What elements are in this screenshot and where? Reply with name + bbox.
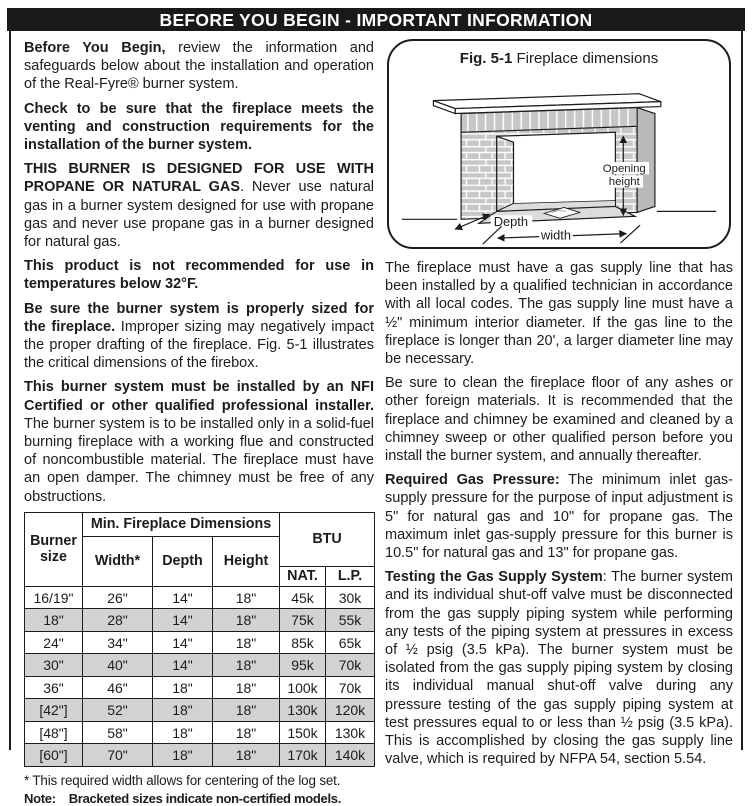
paragraph-lead: Testing the Gas Supply System [385,569,603,586]
cell-height: 18" [213,609,280,632]
cell-lp: 140k [326,744,375,767]
col-header-depth: Depth [153,536,213,586]
table-row [25,586,375,609]
col-header-width: Width* [83,536,153,586]
cell-nat: 170k [280,744,326,767]
fireplace-diagram [394,69,724,247]
cell-nat: 100k [280,676,326,699]
paragraph-text: review the information and safeguards below about the installation and operation of the Real-Fyre® burner system. [24,40,374,93]
table-footnote: * This required width allows for centering of the log set. [24,772,341,788]
paragraph-text: The fireplace must have a gas supply line that has been installed by a qualified technician in accordance with all local codes. The gas supply line must have a ½" minimum interior diameter. If the gas line to the fireplace is longer than 20', a larger diameter line may be necessary. [385,260,733,368]
cell-depth: 18" [153,721,213,744]
cell-width: 28" [83,609,153,632]
paragraph-installer [24,378,374,505]
paragraph-lead: Be sure the burner system is properly sized for the fireplace. [24,300,374,335]
cell-lp: 55k [326,609,375,632]
cell-size: [42"] [25,699,83,722]
table-row [25,744,375,767]
paragraph-lead: This burner system must be installed by an NFI Certified or other qualified professional installer. [24,379,374,414]
cell-height: 18" [213,586,280,609]
table-row [25,699,375,722]
table-row [25,654,375,677]
opening-height-label-line2: height [608,176,640,189]
col-header-height: Height [213,536,280,586]
paragraph-lead: This product is not recommended for use in temperatures below 32°F. [24,258,374,293]
cell-lp: 120k [326,699,375,722]
cell-size: [60"] [25,744,83,767]
figure-title: Fireplace dimensions [512,50,659,67]
figure-5-1 [387,39,731,249]
cell-width: 34" [83,631,153,654]
paragraph-lead: THIS BURNER IS DESIGNED FOR USE WITH PROPANE OR NATURAL GAS [24,161,374,196]
cell-depth: 18" [153,676,213,699]
cell-depth: 14" [153,609,213,632]
cell-width: 46" [83,676,153,699]
paragraph-text: Be sure to clean the fireplace floor of any ashes or other foreign materials. It is recommended that the fireplace and chimney be examined and cleaned by a chimney sweep or other qualified person before you install the burner system, and annually thereafter. [385,375,733,465]
figure-number: Fig. 5-1 [459,50,513,67]
opening-height-label-line1: Opening [602,162,646,175]
cell-width: 70" [83,744,153,767]
cell-size: 16/19" [25,586,83,609]
paragraph-lead: Check to be sure that the fireplace meets the venting and construction requirements for the installation of the burner system. [24,100,374,154]
paragraph-gas-type [24,160,374,251]
cell-nat: 150k [280,721,326,744]
paragraph-text: : The burner system and its individual shut-off valve must be disconnected from the gas supply piping system while performing any tests of the piping system at pressures in excess of ½ psig (3.5 kPa). The burner system must be isolated from the gas supply piping system by closing its individual manual shut-off valve during any pressure testing of the gas supply piping system at test pressures equal to or less than ½ psig (3.5 kPa). This is accomplished by closing the gas supply line valve, which is required by NFPA 54, section 5.54. [385,569,733,768]
cell-width: 40" [83,654,153,677]
cell-height: 18" [213,676,280,699]
paragraph-sizing [24,300,374,373]
cell-lp: 65k [326,631,375,654]
cell-size: 24" [25,631,83,654]
cell-width: 52" [83,699,153,722]
cell-width: 58" [83,721,153,744]
table-note [24,791,374,806]
paragraph-text: . Never use natural gas in a burner system designed for use with propane gas and never use propane gas in a burner designed for natural gas. [24,179,374,251]
firebox-left-jamb [497,136,514,211]
cell-size: [48"] [25,721,83,744]
burner-dimensions-table [24,512,375,767]
depth-label: Depth [493,214,529,230]
cell-nat: 45k [280,586,326,609]
cell-depth: 14" [153,631,213,654]
cell-size: 18" [25,609,83,632]
cell-lp: 70k [326,654,375,677]
paragraph-before-you-begin [24,39,374,94]
firebox-opening [497,132,616,211]
cell-depth: 18" [153,744,213,767]
cell-lp: 30k [326,586,375,609]
cell-size: 36" [25,676,83,699]
paragraph-gas-pressure [385,471,733,562]
cell-depth: 14" [153,586,213,609]
cell-nat: 75k [280,609,326,632]
col-header-nat: NAT. [280,566,326,586]
cell-nat: 85k [280,631,326,654]
paragraph-lead: Required Gas Pressure: [385,472,560,489]
paragraph-lead: Before You Begin, [24,40,166,56]
table-row [25,721,375,744]
figure-caption [389,50,729,67]
content-frame [9,31,743,806]
fireplace-side-face [637,108,655,213]
cell-height: 18" [213,654,280,677]
cell-depth: 14" [153,654,213,677]
table-row [25,676,375,699]
cell-height: 18" [213,699,280,722]
col-header-burner-size: Burner size [25,512,83,586]
note-label: Note: [24,790,56,806]
paragraph-gas-supply-line [385,259,733,368]
width-arrow-left [498,237,540,238]
col-header-min-dims: Min. Fireplace Dimensions [83,512,280,536]
left-column [24,39,374,806]
paragraph-check-venting [24,100,374,155]
note-text: Bracketed sizes indicate non-certified models. [68,790,342,806]
width-arrow-right [573,234,626,236]
cell-height: 18" [213,721,280,744]
page-title: BEFORE YOU BEGIN - IMPORTANT INFORMATION [7,8,745,31]
width-label: width [541,227,572,243]
paragraph-text: The minimum inlet gas-supply pressure for the purpose of input adjustment is 5" for natural gas and 10" for propane gas. The maximum inlet gas-supply pressure for this burner is 10.5" for natural gas and 13" for propane gas. [385,472,733,562]
cell-depth: 18" [153,699,213,722]
paragraph-clean-fireplace [385,374,733,465]
paragraph-temperature [24,257,374,293]
cell-nat: 130k [280,699,326,722]
paragraph-text: Improper sizing may negatively impact the proper drafting of the fireplace. Fig. 5-1 illustrates the critical dimensions of the firebox. [24,318,374,372]
col-header-btu: BTU [280,512,375,566]
cell-height: 18" [213,631,280,654]
cell-nat: 95k [280,654,326,677]
col-header-lp: L.P. [326,566,375,586]
cell-lp: 130k [326,721,375,744]
paragraph-text: The burner system is to be installed only in a solid-fuel burning fireplace with a working flue and constructed of noncombustible material. The fireplace must have an open damper. The chimney must be free of any obstructions. [24,415,374,505]
paragraph-testing-gas-supply [385,568,733,768]
cell-size: 30" [25,654,83,677]
cell-height: 18" [213,744,280,767]
table-row [25,609,375,632]
right-column [385,39,733,774]
table-row [25,631,375,654]
cell-width: 26" [83,586,153,609]
cell-lp: 70k [326,676,375,699]
